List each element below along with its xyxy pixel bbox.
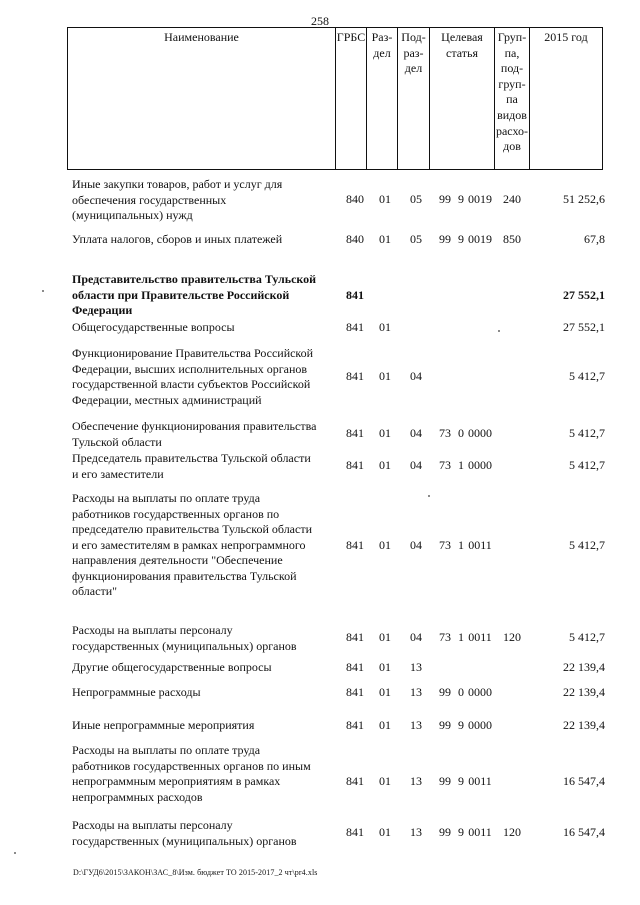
row-grbs: 841 (346, 825, 364, 839)
row-amount: 51 252,6 (563, 192, 605, 206)
row-grbs: 841 (346, 538, 364, 552)
row-target-part1: 99 (439, 825, 451, 839)
row-target-part2: 9 (458, 825, 464, 839)
row-podrazdel: 04 (410, 458, 422, 472)
row-target-part1: 99 (439, 232, 451, 246)
row-grbs: 841 (346, 630, 364, 644)
row-grbs: 841 (346, 320, 364, 334)
row-razdel: 01 (379, 369, 391, 383)
row-amount: 22 139,4 (563, 660, 605, 674)
row-target-part2: 9 (458, 774, 464, 788)
row-amount: 67,8 (584, 232, 605, 246)
row-razdel: 01 (379, 718, 391, 732)
header-podrazdel (397, 27, 429, 170)
row-grbs: 841 (346, 458, 364, 472)
row-amount: 5 412,7 (569, 630, 605, 644)
row-target-part3: 0011 (468, 630, 492, 644)
header-target-label: Целевая статья (441, 30, 483, 60)
row-target-part3: 0011 (468, 538, 492, 552)
scan-speck (498, 330, 500, 332)
row-name: Председатель правительства Тульской области и его заместители (72, 451, 311, 481)
row-vid: 850 (503, 232, 521, 246)
row-grbs: 841 (346, 288, 364, 302)
row-podrazdel: 04 (410, 426, 422, 440)
row-amount: 27 552,1 (563, 288, 605, 302)
row-name: Непрограммные расходы (72, 685, 201, 699)
header-year-label: 2015 год (544, 30, 588, 44)
header-grbs-label: ГРБС (336, 30, 366, 44)
row-target-part1: 99 (439, 192, 451, 206)
row-target-part1: 73 (439, 458, 451, 472)
row-name: Расходы на выплаты персоналу государственных (муниципальных) органов (72, 818, 297, 848)
row-target-part1: 73 (439, 426, 451, 440)
row-target-part1: 99 (439, 774, 451, 788)
row-name: Представительство правительства Тульской области при Правительстве Российской Федерации (72, 272, 317, 317)
row-razdel: 01 (379, 192, 391, 206)
row-razdel: 01 (379, 426, 391, 440)
row-target-part1: 99 (439, 685, 451, 699)
row-target-part2: 9 (458, 192, 464, 206)
row-amount: 27 552,1 (563, 320, 605, 334)
header-name-label: Наименование (164, 30, 239, 44)
row-target-part3: 0011 (468, 774, 492, 788)
row-razdel: 01 (379, 538, 391, 552)
scan-speck (14, 852, 16, 854)
header-target (429, 27, 494, 170)
row-razdel: 01 (379, 660, 391, 674)
row-razdel: 01 (379, 630, 391, 644)
scan-speck (42, 290, 44, 292)
row-razdel: 01 (379, 458, 391, 472)
row-target-part3: 0000 (468, 458, 492, 472)
row-grbs: 840 (346, 192, 364, 206)
row-name: Расходы на выплаты по оплате труда работников государственных органов по иным непрограммным мероприятиям в рамках непрограммных расходов (72, 743, 311, 804)
row-name: Расходы на выплаты персоналу государственных (муниципальных) органов (72, 623, 297, 653)
row-target-part1: 73 (439, 538, 451, 552)
row-target-part2: 9 (458, 232, 464, 246)
header-vid (494, 27, 529, 170)
header-vid-label: Груп- па, под- груп- па видов расхо- дов (495, 30, 529, 154)
header-razdel (366, 27, 397, 170)
row-name: Обеспечение функционирования правительства Тульской области (72, 419, 317, 449)
header-razdel-label: Раз- дел (371, 30, 393, 60)
row-amount: 16 547,4 (563, 825, 605, 839)
row-podrazdel: 05 (410, 192, 422, 206)
row-target-part1: 99 (439, 718, 451, 732)
row-vid: 120 (503, 825, 521, 839)
row-amount: 22 139,4 (563, 685, 605, 699)
header-grbs (335, 27, 366, 170)
row-name: Общегосударственные вопросы (72, 320, 235, 334)
header-podrazdel-label: Под- раз- дел (401, 30, 426, 76)
row-amount: 16 547,4 (563, 774, 605, 788)
row-podrazdel: 13 (410, 685, 422, 699)
row-name: Иные непрограммные мероприятия (72, 718, 255, 732)
row-target-part2: 0 (458, 426, 464, 440)
row-podrazdel: 13 (410, 774, 422, 788)
header-name (67, 27, 335, 170)
row-amount: 5 412,7 (569, 426, 605, 440)
row-grbs: 841 (346, 718, 364, 732)
row-grbs: 841 (346, 660, 364, 674)
row-target-part3: 0019 (468, 192, 492, 206)
row-target-part3: 0000 (468, 718, 492, 732)
row-target-part3: 0011 (468, 825, 492, 839)
row-vid: 240 (503, 192, 521, 206)
row-grbs: 840 (346, 232, 364, 246)
row-target-part1: 73 (439, 630, 451, 644)
row-razdel: 01 (379, 232, 391, 246)
row-podrazdel: 13 (410, 660, 422, 674)
row-target-part2: 1 (458, 538, 464, 552)
row-podrazdel: 05 (410, 232, 422, 246)
row-target-part2: 0 (458, 685, 464, 699)
page-number: 258 (311, 14, 329, 28)
row-podrazdel: 04 (410, 369, 422, 383)
header-year (529, 27, 603, 170)
row-grbs: 841 (346, 369, 364, 383)
row-target-part3: 0000 (468, 426, 492, 440)
row-razdel: 01 (379, 685, 391, 699)
scan-speck (428, 495, 430, 497)
row-amount: 5 412,7 (569, 458, 605, 472)
row-razdel: 01 (379, 320, 391, 334)
row-name: Другие общегосударственные вопросы (72, 660, 272, 674)
row-name: Уплата налогов, сборов и иных платежей (72, 232, 283, 246)
row-grbs: 841 (346, 426, 364, 440)
row-vid: 120 (503, 630, 521, 644)
row-target-part2: 9 (458, 718, 464, 732)
row-target-part3: 0019 (468, 232, 492, 246)
row-amount: 5 412,7 (569, 369, 605, 383)
row-podrazdel: 04 (410, 630, 422, 644)
row-target-part2: 1 (458, 458, 464, 472)
row-podrazdel: 13 (410, 718, 422, 732)
row-name: Иные закупки товаров, работ и услуг для обеспечения государственных (муниципальных) нужд (72, 177, 283, 222)
file-path-footer: D:\ГУД6\2015\ЗАКОН\ЗАС_8\Изм. бюджет ТО 2015-2017_2 чт\pr4.xls (73, 868, 318, 877)
row-razdel: 01 (379, 774, 391, 788)
row-amount: 5 412,7 (569, 538, 605, 552)
row-razdel: 01 (379, 825, 391, 839)
row-grbs: 841 (346, 685, 364, 699)
row-target-part2: 1 (458, 630, 464, 644)
row-name: Функционирование Правительства Российской Федерации, высших исполнительных органов государственной власти субъектов Российской Федерации, местных администраций (72, 346, 314, 407)
row-target-part3: 0000 (468, 685, 492, 699)
row-grbs: 841 (346, 774, 364, 788)
row-podrazdel: 04 (410, 538, 422, 552)
row-name: Расходы на выплаты по оплате труда работников государственных органов по председателю правительства Тульской области и его заместителям в рамках непрограммного направления деятельности "Обеспечение функционирования правительства Тульской области" (72, 491, 312, 598)
row-podrazdel: 13 (410, 825, 422, 839)
row-amount: 22 139,4 (563, 718, 605, 732)
